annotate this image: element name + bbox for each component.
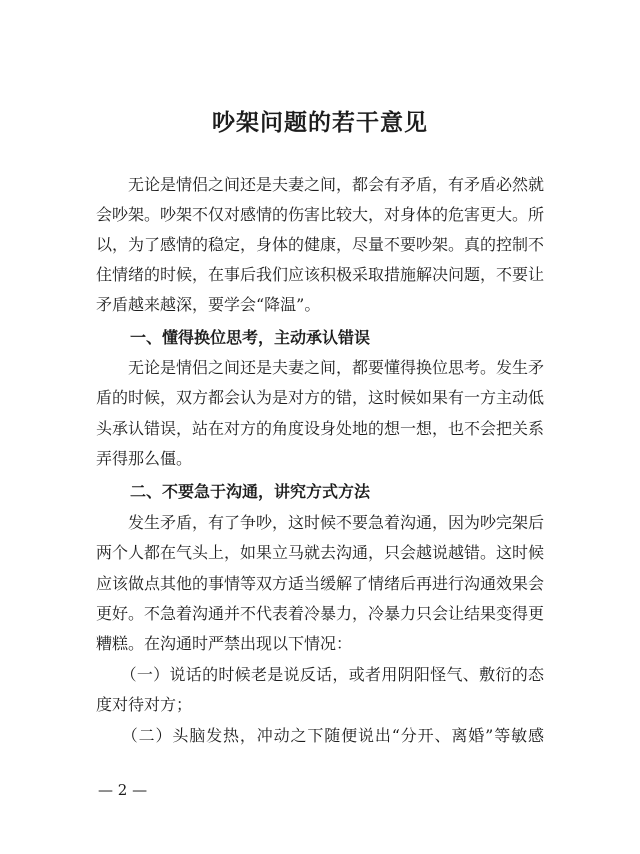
paragraph-line: 两个人都在气头上，如果立马就去沟通，只会越说越错。这时候 — [96, 543, 545, 562]
section-heading: 一、懂得换位思考，主动承认错误 — [130, 328, 371, 347]
paragraph-line: 应该做点其他的事情等双方适当缓解了情绪后再进行沟通效果会 — [96, 574, 545, 593]
intro-line: 无论是情侣之间还是夫妻之间，都会有矛盾，有矛盾必然就 — [96, 175, 545, 194]
list-item-line: （二）头脑发热，冲动之下随便说出“分开、离婚”等敏感 — [96, 726, 544, 745]
section-heading: 二、不要急于沟通，讲究方式方法 — [130, 482, 371, 501]
paragraph-line: 弄得那么僵。 — [96, 449, 193, 468]
list-item-line: 度对待对方； — [96, 695, 193, 714]
paragraph-line: 发生矛盾，有了争吵，这时候不要急着沟通，因为吵完架后 — [96, 513, 545, 532]
page-number: — 2 — — [98, 781, 148, 799]
intro-line: 矛盾越来越深，要学会“降温”。 — [96, 295, 321, 314]
document-title: 吵架问题的若干意见 — [212, 110, 428, 136]
paragraph-line: 盾的时候，双方都会认为是对方的错，这时候如果有一方主动低 — [96, 388, 545, 407]
paragraph-line: 头承认错误，站在对方的角度设身处地的想一想，也不会把关系 — [96, 419, 545, 438]
intro-line: 会吵架。吵架不仅对感情的伤害比较大，对身体的危害更大。所 — [96, 205, 545, 224]
intro-line: 以，为了感情的稳定，身体的健康，尽量不要吵架。真的控制不 — [96, 235, 545, 254]
paragraph-line: 糟糕。在沟通时严禁出现以下情况： — [96, 634, 353, 653]
intro-line: 住情绪的时候，在事后我们应该积极采取措施解决问题，不要让 — [96, 265, 545, 284]
paragraph-line: 更好。不急着沟通并不代表着冷暴力，冷暴力只会让结果变得更 — [96, 604, 545, 623]
paragraph-line: 无论是情侣之间还是夫妻之间，都要懂得换位思考。发生矛 — [96, 358, 545, 377]
list-item-line: （一）说话的时候老是说反话，或者用阴阳怪气、敷衍的态 — [96, 665, 544, 684]
